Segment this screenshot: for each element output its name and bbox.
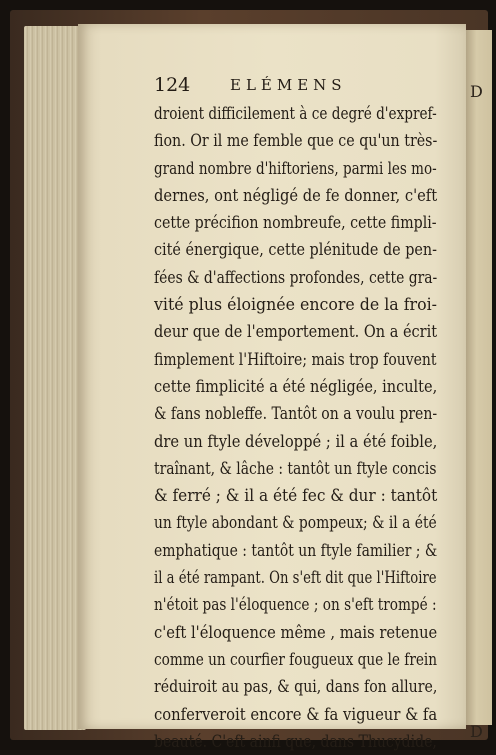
next-page-glyph: D [470, 722, 483, 741]
text-line: traînant, & lâche : tantôt un ftyle concis [154, 458, 437, 478]
text-line: comme un courfier fougueux que le frein [154, 649, 438, 669]
text-line: cité énergique, cette plénitude de pen- [154, 240, 437, 260]
text-line: fion. Or il me femble que ce qu'un très- [154, 131, 438, 151]
text-line: conferveroit encore & fa vigueur & fa [154, 704, 438, 724]
page-edges [24, 26, 86, 730]
next-page-glyph: D [470, 82, 483, 101]
page-number: 124 [154, 74, 191, 96]
text-line: grand nombre d'hiftoriens, parmi les mo- [154, 158, 437, 178]
text-line: vité plus éloignée encore de la froi- [154, 295, 437, 315]
text-line: droient difficilement à ce degré d'expref- [154, 104, 437, 123]
text-line: & ferré ; & il a été fec & dur : tantôt [154, 486, 438, 506]
text-line: beauté. C'eft ainfi que, dans Thucydide, [154, 731, 437, 751]
text-line: dernes, ont négligé de fe donner, c'eft [154, 185, 438, 205]
text-line: un ftyle abondant & pompeux; & il a été [154, 513, 437, 533]
text-line: fimplement l'Hiftoire; mais trop fouvent [154, 349, 437, 369]
body-text [154, 100, 437, 755]
text-line: deur que de l'emportement. On a écrit [154, 322, 438, 342]
text-line: réduiroit au pas, & qui, dans fon allure, [154, 677, 438, 697]
running-head: ELÉMENS [230, 76, 347, 94]
text-line: n'étoit pas l'éloquence ; on s'eft trompé : [154, 595, 437, 615]
text-line: & fans nobleffe. Tantôt on a voulu pren- [154, 404, 438, 424]
next-page-edge [466, 30, 492, 741]
text-line: il a été rampant. On s'eft dit que l'Hiftoire [154, 568, 437, 588]
text-line: cette fimplicité a été négligée, inculte, [154, 376, 438, 396]
text-line: cette précifion nombreufe, cette fimpli- [154, 213, 437, 233]
text-line: emphatique : tantôt un ftyle familier ; & [154, 540, 438, 560]
text-line: fées & d'affections profondes, cette gra- [154, 267, 438, 287]
text-line: dre un ftyle développé ; il a été foible, [154, 431, 438, 451]
text-line: c'eft l'éloquence même , mais retenue [154, 622, 438, 642]
